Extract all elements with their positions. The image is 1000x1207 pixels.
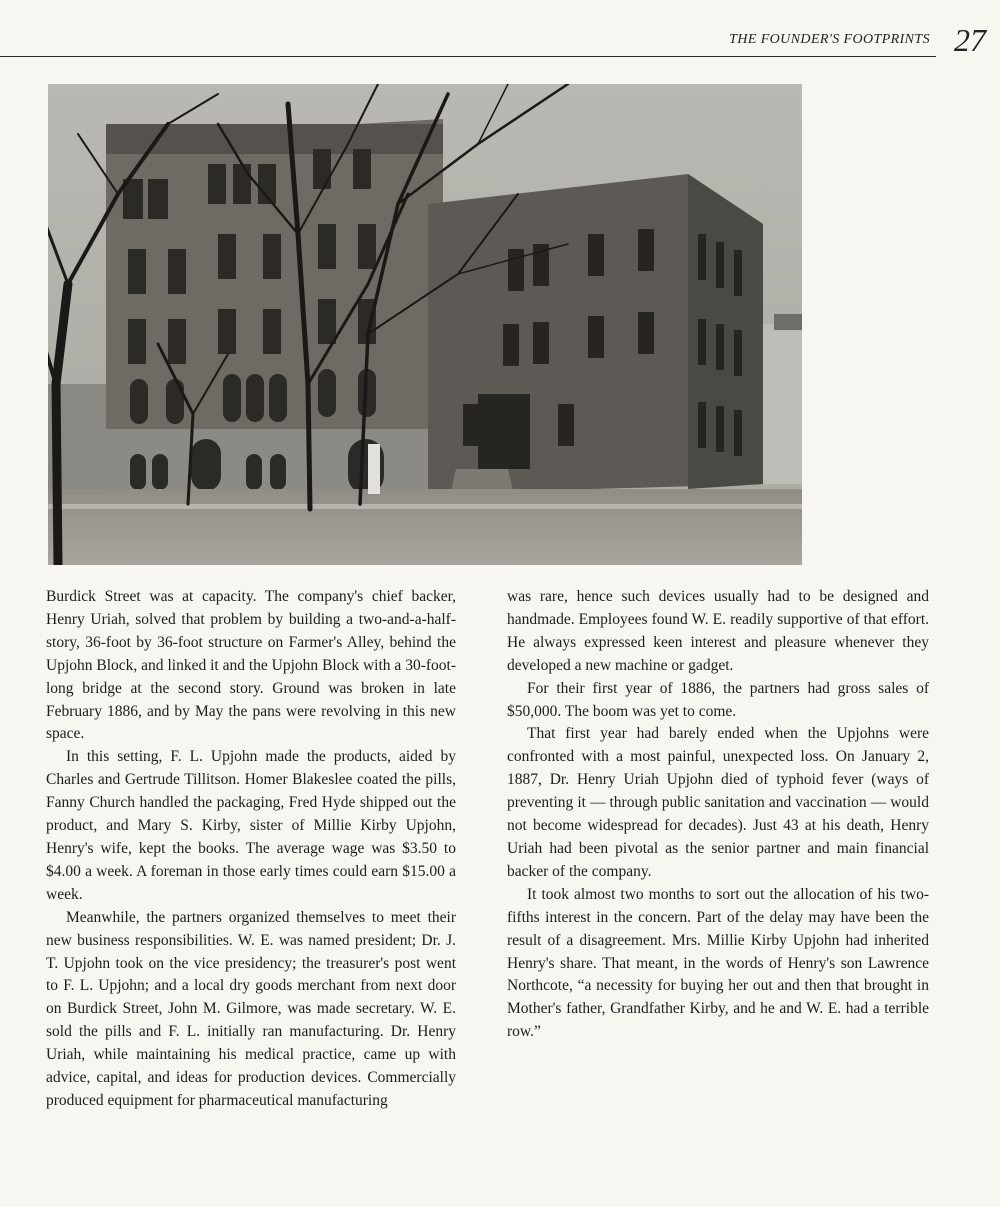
building-photo: [48, 84, 802, 565]
paragraph: It took almost two months to sort out the allocation of his two-fifths interest in the concern. Part of the delay may have been the result of a disagreement. Mrs. Millie Kirby Upjohn had inherited Henry's share. That meant, in the words of Henry's son Lawrence Northcote, “a necessity for buying her out and then that brought in Mother's father, Grandfather Kirby, and he and W. E. had a terrible row.”: [507, 885, 929, 1041]
running-title: THE FOUNDER'S FOOTPRINTS: [729, 32, 930, 47]
building-photo-illustration: [48, 84, 802, 565]
paragraph: was rare, hence such devices usually had to be designed and handmade. Employees found W. E. readily supportive of that effort. He always expressed keen interest and pleasure whenever they developed a new machine or gadget.: [507, 588, 929, 674]
paragraph: Meanwhile, the partners organized themselves to meet their new business responsibilities. W. E. was named president; Dr. J. T. Upjohn took on the vice presidency; the treasurer's post went to F. L. Upjohn; and a local dry goods merchant from next door on Burdick Street, John M. Gilmore, was made secretary. W. E. sold the pills and F. L. initially ran manufacturing. Dr. Henry Uriah, while maintaining his medical practice, came up with advice, capital, and ideas for production devices. Commercially produced equipment for pharmaceutical manufacturing: [46, 908, 456, 1109]
page-number: 27: [954, 22, 986, 58]
paragraph: That first year had barely ended when the Upjohns were confronted with a most painful, unexpected loss. On January 2, 1887, Dr. Henry Uriah Upjohn died of typhoid fever (ways of preventing it — through public sanitation and vaccination — would not become widespread for decades). Just 43 at his death, Henry Uriah had been pivotal as the senior partner and main financial backer of the company.: [507, 725, 929, 880]
paragraph: For their first year of 1886, the partners had gross sales of $50,000. The boom was yet to come.: [507, 679, 929, 720]
text-column-left: [46, 586, 456, 1113]
running-head: [0, 0, 1000, 62]
header-rule: [0, 56, 936, 57]
paragraph: In this setting, F. L. Upjohn made the products, aided by Charles and Gertrude Tillitson. Homer Blakeslee coated the pills, Fanny Church handled the packaging, Fred Hyde shipped out the product, and Mary S. Kirby, sister of Millie Kirby Upjohn, Henry's wife, kept the books. The average wage was $3.50 to $4.00 a week. A foreman in those early times could earn $15.00 a week.: [46, 748, 456, 903]
text-column-right: [507, 586, 929, 1044]
paragraph: Burdick Street was at capacity. The company's chief backer, Henry Uriah, solved that problem by building a two-and-a-half-story, 36-foot by 36-foot structure on Farmer's Alley, behind the Upjohn Block, and linked it and the Upjohn Block with a 30-foot-long bridge at the second story. Ground was broken in late February 1886, and by May the pans were revolving in this new space.: [46, 588, 456, 743]
